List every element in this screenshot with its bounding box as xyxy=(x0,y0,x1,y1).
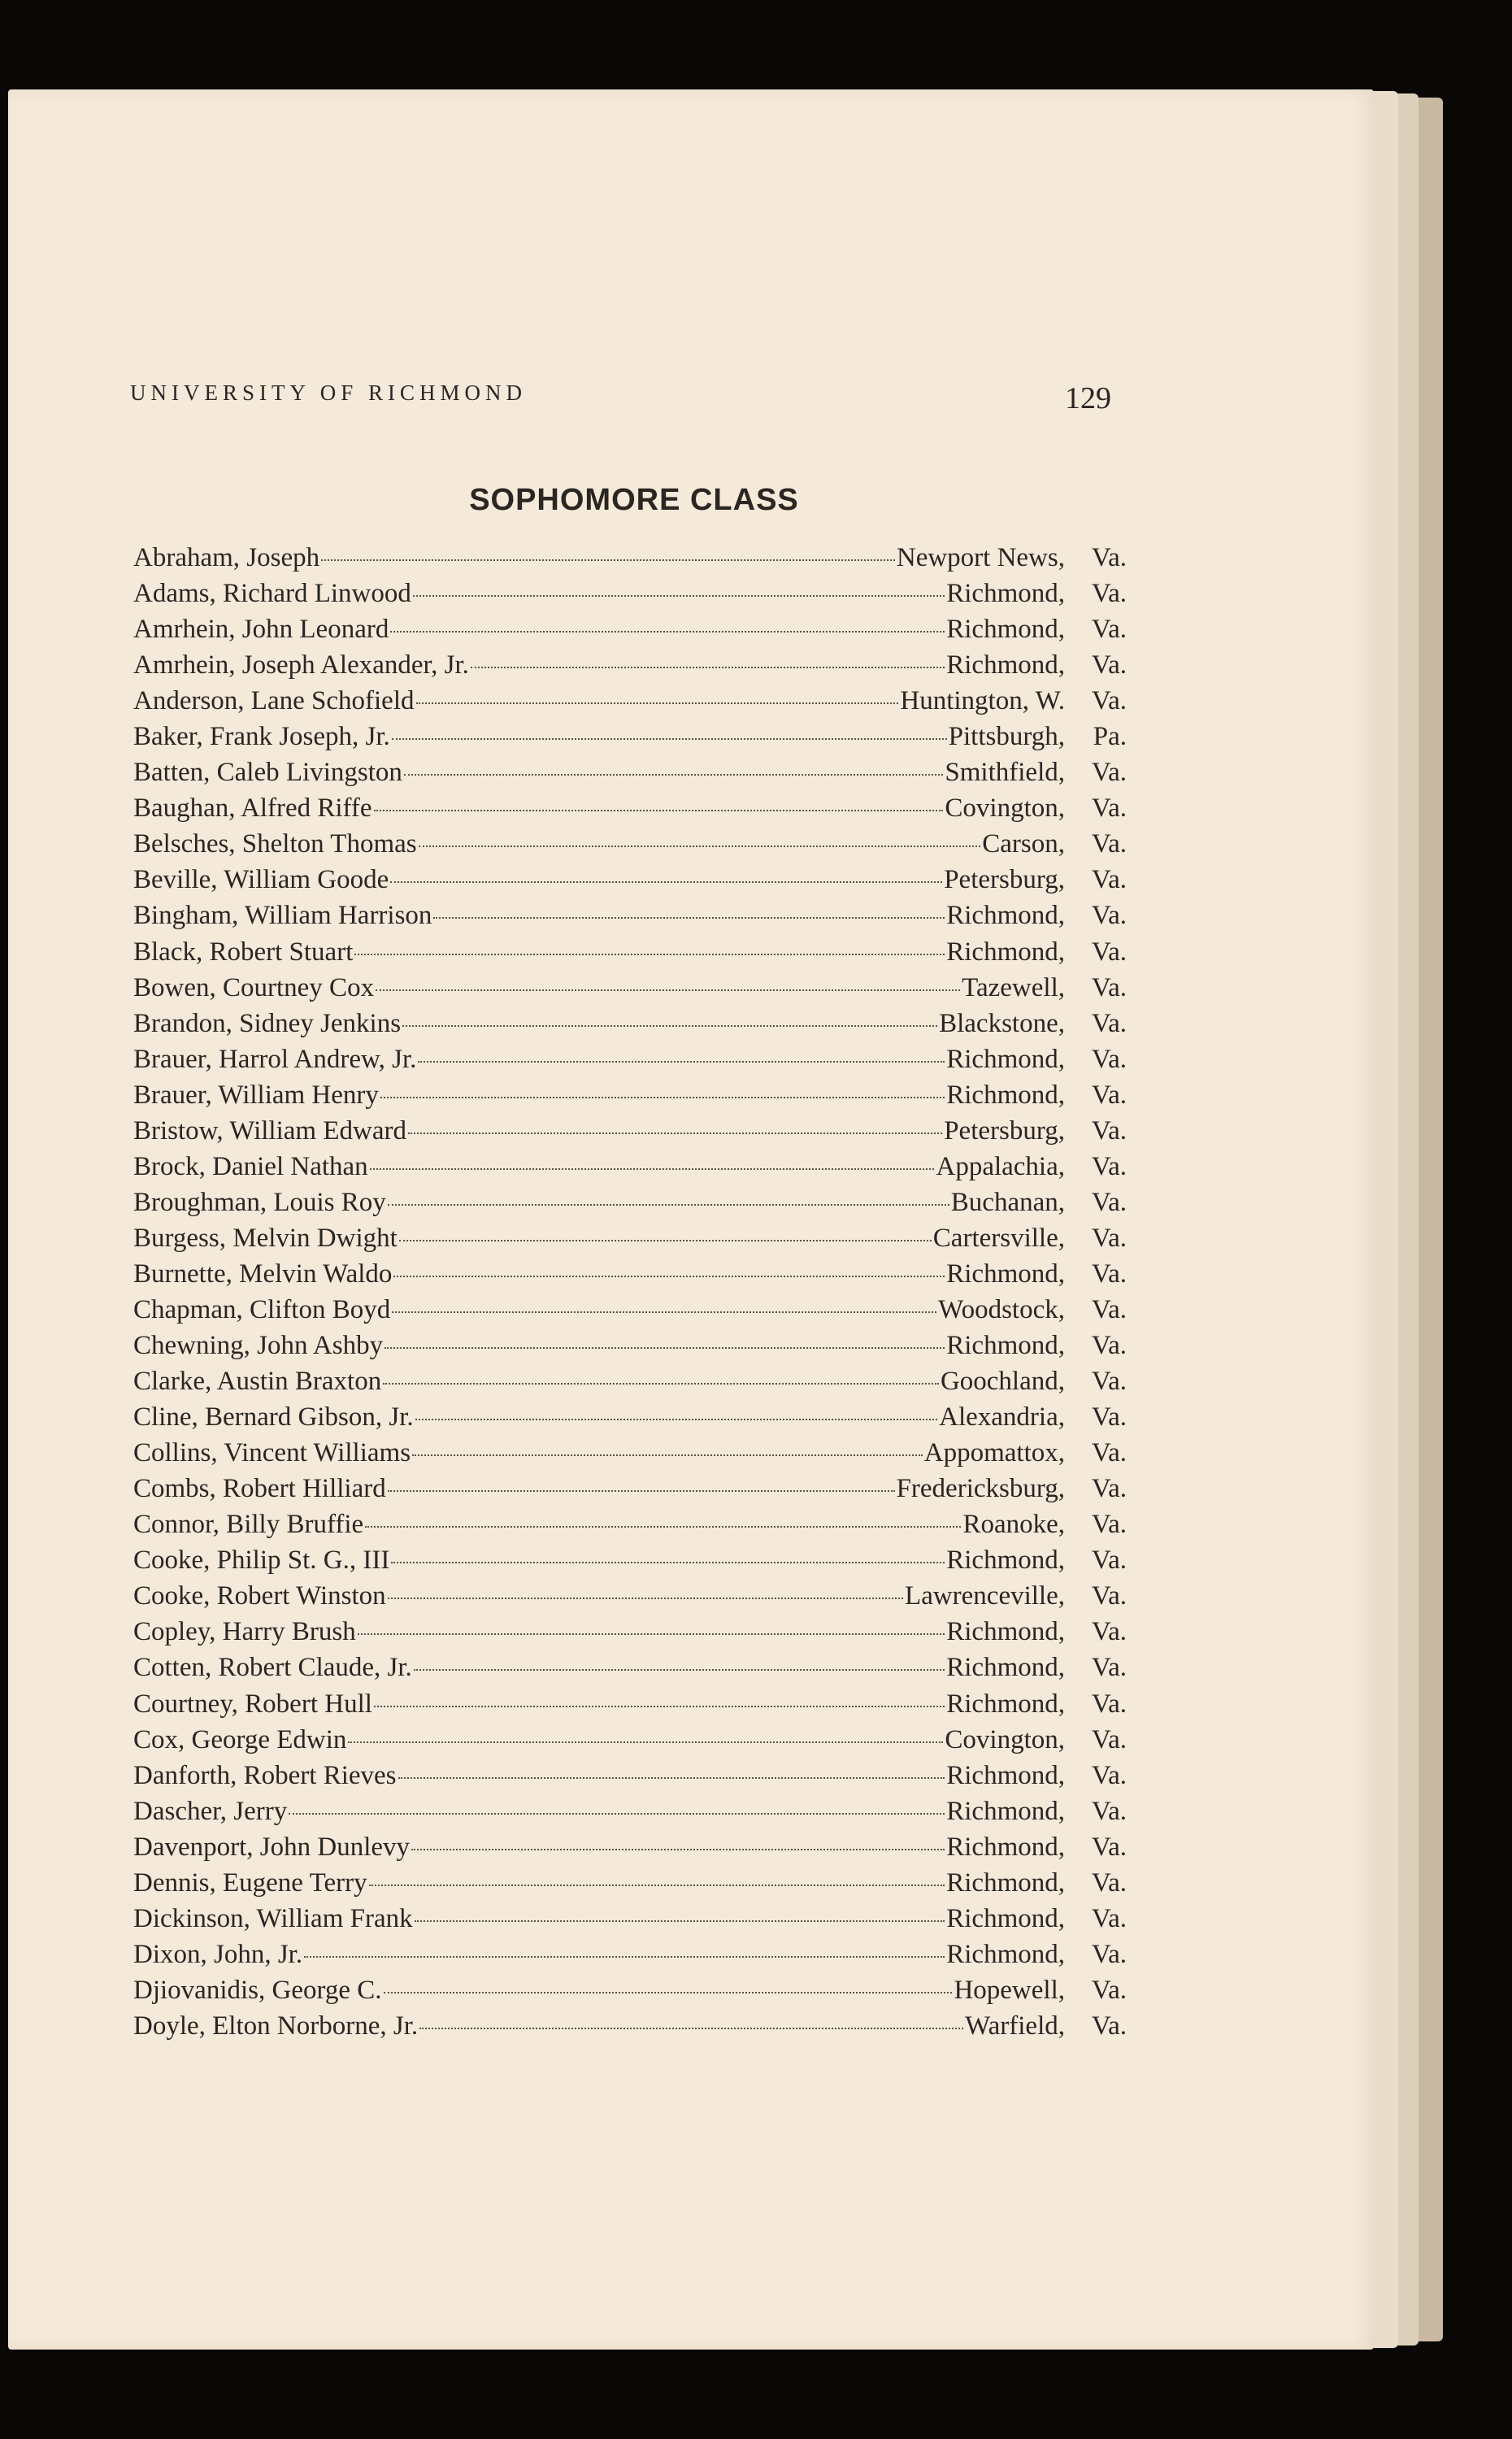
student-city: Buchanan, xyxy=(950,1187,1065,1217)
student-city: Carson, xyxy=(982,829,1065,859)
student-name: Baker, Frank Joseph, Jr. xyxy=(133,722,390,752)
list-item xyxy=(133,865,1127,901)
list-item xyxy=(133,1940,1127,1976)
list-item xyxy=(133,1510,1127,1546)
dot-leader xyxy=(289,1813,945,1815)
student-city: Richmond, xyxy=(946,1546,1065,1576)
list-item xyxy=(133,650,1127,686)
student-name: Connor, Billy Bruffie xyxy=(133,1510,364,1540)
student-name: Cooke, Philip St. G., III xyxy=(133,1546,390,1576)
student-state: Va. xyxy=(1091,1044,1127,1074)
student-city: Goochland, xyxy=(940,1367,1065,1397)
dot-leader xyxy=(365,1526,961,1528)
student-name: Brock, Daniel Nathan xyxy=(133,1151,368,1181)
student-state: Va. xyxy=(1091,579,1127,609)
student-state: Va. xyxy=(1091,1724,1127,1754)
list-item xyxy=(133,686,1127,722)
student-name: Copley, Harry Brush xyxy=(133,1617,356,1647)
student-state: Va. xyxy=(1091,1402,1127,1433)
student-name: Abraham, Joseph xyxy=(133,543,320,572)
student-city: Appalachia, xyxy=(936,1151,1065,1181)
dot-leader xyxy=(358,1633,945,1635)
list-item xyxy=(133,2011,1127,2047)
list-item xyxy=(133,615,1127,650)
student-city: Pittsburgh, xyxy=(948,722,1065,752)
student-city: Richmond, xyxy=(946,1617,1065,1647)
list-item xyxy=(133,1224,1127,1259)
list-item xyxy=(133,1116,1127,1152)
student-state: Va. xyxy=(1091,686,1127,716)
student-state: Va. xyxy=(1091,1331,1127,1361)
list-item xyxy=(133,937,1127,973)
student-state: Va. xyxy=(1091,1796,1127,1826)
student-state: Va. xyxy=(1091,865,1127,895)
page-number: 129 xyxy=(1065,381,1111,415)
student-name: Djiovanidis, George C. xyxy=(133,1975,382,2005)
list-item xyxy=(133,1367,1127,1402)
dot-leader xyxy=(414,1669,945,1671)
dot-leader xyxy=(376,989,960,991)
student-state: Va. xyxy=(1091,1510,1127,1540)
student-name: Bingham, William Harrison xyxy=(133,901,432,931)
student-city: Richmond, xyxy=(946,1653,1065,1683)
list-item xyxy=(133,1474,1127,1510)
dot-leader xyxy=(412,1454,923,1456)
student-state: Va. xyxy=(1091,1867,1127,1898)
student-name: Belsches, Shelton Thomas xyxy=(133,829,417,859)
student-state: Va. xyxy=(1091,1080,1127,1110)
student-name: Cooke, Robert Winston xyxy=(133,1581,386,1611)
student-state: Va. xyxy=(1091,650,1127,680)
student-name: Amrhein, John Leonard xyxy=(133,615,389,645)
student-name: Anderson, Lane Schofield xyxy=(133,686,415,716)
dot-leader xyxy=(399,1240,932,1241)
student-name: Courtney, Robert Hull xyxy=(133,1689,372,1719)
student-city: Hopewell, xyxy=(954,1975,1065,2005)
list-item xyxy=(133,1259,1127,1295)
list-item xyxy=(133,1546,1127,1581)
list-item xyxy=(133,1904,1127,1940)
list-item xyxy=(133,1080,1127,1116)
list-item xyxy=(133,1976,1127,2011)
student-name: Combs, Robert Hilliard xyxy=(133,1474,386,1504)
dot-leader xyxy=(383,1383,939,1385)
student-name: Baughan, Alfred Riffe xyxy=(133,793,372,824)
list-item xyxy=(133,722,1127,758)
student-state: Va. xyxy=(1091,1903,1127,1933)
student-name: Burnette, Melvin Waldo xyxy=(133,1259,393,1289)
dot-leader xyxy=(388,1598,903,1599)
student-name: Burgess, Melvin Dwight xyxy=(133,1223,398,1253)
student-city: Richmond, xyxy=(946,1867,1065,1898)
student-name: Bristow, William Edward xyxy=(133,1115,406,1146)
dot-leader xyxy=(304,1956,945,1958)
section-title: SOPHOMORE CLASS xyxy=(469,483,799,517)
list-item xyxy=(133,793,1127,829)
student-name: Brauer, Harrol Andrew, Jr. xyxy=(133,1044,417,1074)
student-city: Blackstone, xyxy=(939,1008,1065,1038)
student-city: Richmond, xyxy=(946,937,1065,967)
dot-leader xyxy=(380,1097,945,1098)
student-city: Richmond, xyxy=(946,1259,1065,1289)
student-city: Petersburg, xyxy=(944,1115,1065,1146)
student-state: Va. xyxy=(1091,1939,1127,1969)
student-name: Clarke, Austin Braxton xyxy=(133,1367,382,1397)
student-city: Smithfield, xyxy=(945,758,1065,788)
student-city: Richmond, xyxy=(946,1044,1065,1074)
student-city: Richmond, xyxy=(946,1939,1065,1969)
student-city: Warfield, xyxy=(965,2011,1065,2041)
student-city: Alexandria, xyxy=(939,1402,1065,1433)
dot-leader xyxy=(402,1025,937,1027)
list-item xyxy=(133,901,1127,937)
dot-leader xyxy=(471,667,945,668)
student-state: Va. xyxy=(1091,1367,1127,1397)
student-state: Va. xyxy=(1091,901,1127,931)
student-state: Va. xyxy=(1091,1223,1127,1253)
list-item xyxy=(133,829,1127,865)
student-name: Dascher, Jerry xyxy=(133,1796,288,1826)
student-city: Fredericksburg, xyxy=(896,1474,1065,1504)
list-item xyxy=(133,973,1127,1009)
dot-leader xyxy=(388,1490,895,1492)
student-state: Va. xyxy=(1091,1832,1127,1862)
dot-leader xyxy=(388,1204,949,1206)
student-city: Roanoke, xyxy=(962,1510,1065,1540)
student-state: Va. xyxy=(1091,972,1127,1002)
list-item xyxy=(133,1331,1127,1367)
dot-leader xyxy=(392,1311,936,1313)
student-city: Richmond, xyxy=(946,650,1065,680)
student-city: Richmond, xyxy=(946,1689,1065,1719)
list-item xyxy=(133,1152,1127,1188)
list-item xyxy=(133,543,1127,579)
dot-leader xyxy=(385,1347,945,1349)
running-head: UNIVERSITY OF RICHMOND xyxy=(130,380,528,405)
dot-leader xyxy=(370,1168,935,1170)
dot-leader xyxy=(408,1133,942,1134)
student-city: Richmond, xyxy=(946,579,1065,609)
dot-leader xyxy=(392,738,947,740)
list-item xyxy=(133,1581,1127,1617)
student-name: Chapman, Clifton Boyd xyxy=(133,1294,391,1324)
dot-leader xyxy=(390,631,945,633)
dot-leader xyxy=(369,1885,945,1886)
student-state: Va. xyxy=(1091,1151,1127,1181)
student-city: Tazewell, xyxy=(962,972,1065,1002)
student-city: Richmond, xyxy=(946,1832,1065,1862)
list-item xyxy=(133,1402,1127,1438)
student-name: Beville, William Goode xyxy=(133,865,389,895)
student-name: Cline, Bernard Gibson, Jr. xyxy=(133,1402,414,1433)
dot-leader xyxy=(321,559,895,561)
student-city: Covington, xyxy=(945,793,1065,824)
list-item xyxy=(133,1797,1127,1833)
student-name: Collins, Vincent Williams xyxy=(133,1438,411,1468)
student-state: Va. xyxy=(1091,1294,1127,1324)
dot-leader xyxy=(411,1849,945,1850)
dot-leader xyxy=(433,917,945,919)
dot-leader xyxy=(391,1562,945,1563)
list-item xyxy=(133,758,1127,793)
student-name: Amrhein, Joseph Alexander, Jr. xyxy=(133,650,469,680)
student-name: Brandon, Sidney Jenkins xyxy=(133,1008,402,1038)
student-name: Black, Robert Stuart xyxy=(133,937,354,967)
student-name: Cox, George Edwin xyxy=(133,1724,347,1754)
student-state: Va. xyxy=(1091,543,1127,572)
student-state: Va. xyxy=(1091,1546,1127,1576)
student-state: Va. xyxy=(1091,1689,1127,1719)
dot-leader xyxy=(393,1276,945,1277)
student-state: Va. xyxy=(1091,1474,1127,1504)
student-name: Brauer, William Henry xyxy=(133,1080,379,1110)
student-city: Richmond, xyxy=(946,1903,1065,1933)
student-state: Va. xyxy=(1091,1975,1127,2005)
student-list xyxy=(133,543,1127,2047)
student-city: Appomattox, xyxy=(923,1438,1065,1468)
list-item xyxy=(133,1833,1127,1868)
student-name: Davenport, John Dunlevy xyxy=(133,1832,411,1862)
student-name: Dickinson, William Frank xyxy=(133,1903,413,1933)
student-city: Richmond, xyxy=(946,1331,1065,1361)
student-name: Dixon, John, Jr. xyxy=(133,1939,303,1969)
dot-leader xyxy=(415,1419,938,1420)
student-name: Broughman, Louis Roy xyxy=(133,1187,386,1217)
student-city: Richmond, xyxy=(946,901,1065,931)
student-state: Va. xyxy=(1091,1008,1127,1038)
student-city: Petersburg, xyxy=(944,865,1065,895)
student-state: Va. xyxy=(1091,1438,1127,1468)
student-name: Bowen, Courtney Cox xyxy=(133,972,375,1002)
dot-leader xyxy=(398,1777,945,1779)
student-city: Huntington, W. xyxy=(900,686,1065,716)
student-city: Woodstock, xyxy=(938,1294,1065,1324)
student-city: Cartersville, xyxy=(932,1223,1065,1253)
student-city: Covington, xyxy=(945,1724,1065,1754)
dot-leader xyxy=(404,774,944,776)
dot-leader xyxy=(374,1706,945,1707)
list-item xyxy=(133,1045,1127,1080)
student-name: Danforth, Robert Rieves xyxy=(133,1760,397,1790)
student-state: Va. xyxy=(1091,1187,1127,1217)
dot-leader xyxy=(348,1741,943,1743)
list-item xyxy=(133,579,1127,615)
dot-leader xyxy=(354,954,945,955)
student-city: Richmond, xyxy=(946,615,1065,645)
dot-leader xyxy=(384,1992,953,1993)
student-city: Richmond, xyxy=(946,1796,1065,1826)
student-state: Va. xyxy=(1091,1581,1127,1611)
dot-leader xyxy=(416,702,899,704)
dot-leader xyxy=(418,1061,945,1063)
student-name: Batten, Caleb Livingston xyxy=(133,758,402,788)
student-city: Richmond, xyxy=(946,1760,1065,1790)
list-item xyxy=(133,1868,1127,1904)
student-state: Va. xyxy=(1091,1259,1127,1289)
student-state: Va. xyxy=(1091,758,1127,788)
dot-leader xyxy=(419,846,981,847)
list-item xyxy=(133,1188,1127,1224)
dot-leader xyxy=(413,595,945,597)
student-state: Va. xyxy=(1091,829,1127,859)
student-city: Lawrenceville, xyxy=(905,1581,1065,1611)
student-state: Va. xyxy=(1091,1653,1127,1683)
book-page xyxy=(8,89,1374,2350)
student-name: Adams, Richard Linwood xyxy=(133,579,411,609)
list-item xyxy=(133,1009,1127,1045)
student-state: Va. xyxy=(1091,615,1127,645)
list-item xyxy=(133,1438,1127,1474)
student-state: Pa. xyxy=(1093,722,1127,752)
dot-leader xyxy=(415,1920,945,1922)
student-state: Va. xyxy=(1091,937,1127,967)
student-city: Newport News, xyxy=(896,543,1065,572)
student-name: Dennis, Eugene Terry xyxy=(133,1867,367,1898)
student-name: Cotten, Robert Claude, Jr. xyxy=(133,1653,412,1683)
dot-leader xyxy=(390,881,942,883)
list-item xyxy=(133,1653,1127,1689)
student-state: Va. xyxy=(1091,793,1127,824)
student-state: Va. xyxy=(1091,1760,1127,1790)
student-city: Richmond, xyxy=(946,1080,1065,1110)
student-name: Doyle, Elton Norborne, Jr. xyxy=(133,2011,419,2041)
list-item xyxy=(133,1725,1127,1761)
list-item xyxy=(133,1617,1127,1653)
dot-leader xyxy=(419,2028,963,2029)
list-item xyxy=(133,1761,1127,1797)
list-item xyxy=(133,1295,1127,1331)
student-name: Chewning, John Ashby xyxy=(133,1331,384,1361)
list-item xyxy=(133,1689,1127,1725)
student-state: Va. xyxy=(1091,2011,1127,2041)
student-state: Va. xyxy=(1091,1115,1127,1146)
dot-leader xyxy=(374,810,944,811)
student-state: Va. xyxy=(1091,1617,1127,1647)
